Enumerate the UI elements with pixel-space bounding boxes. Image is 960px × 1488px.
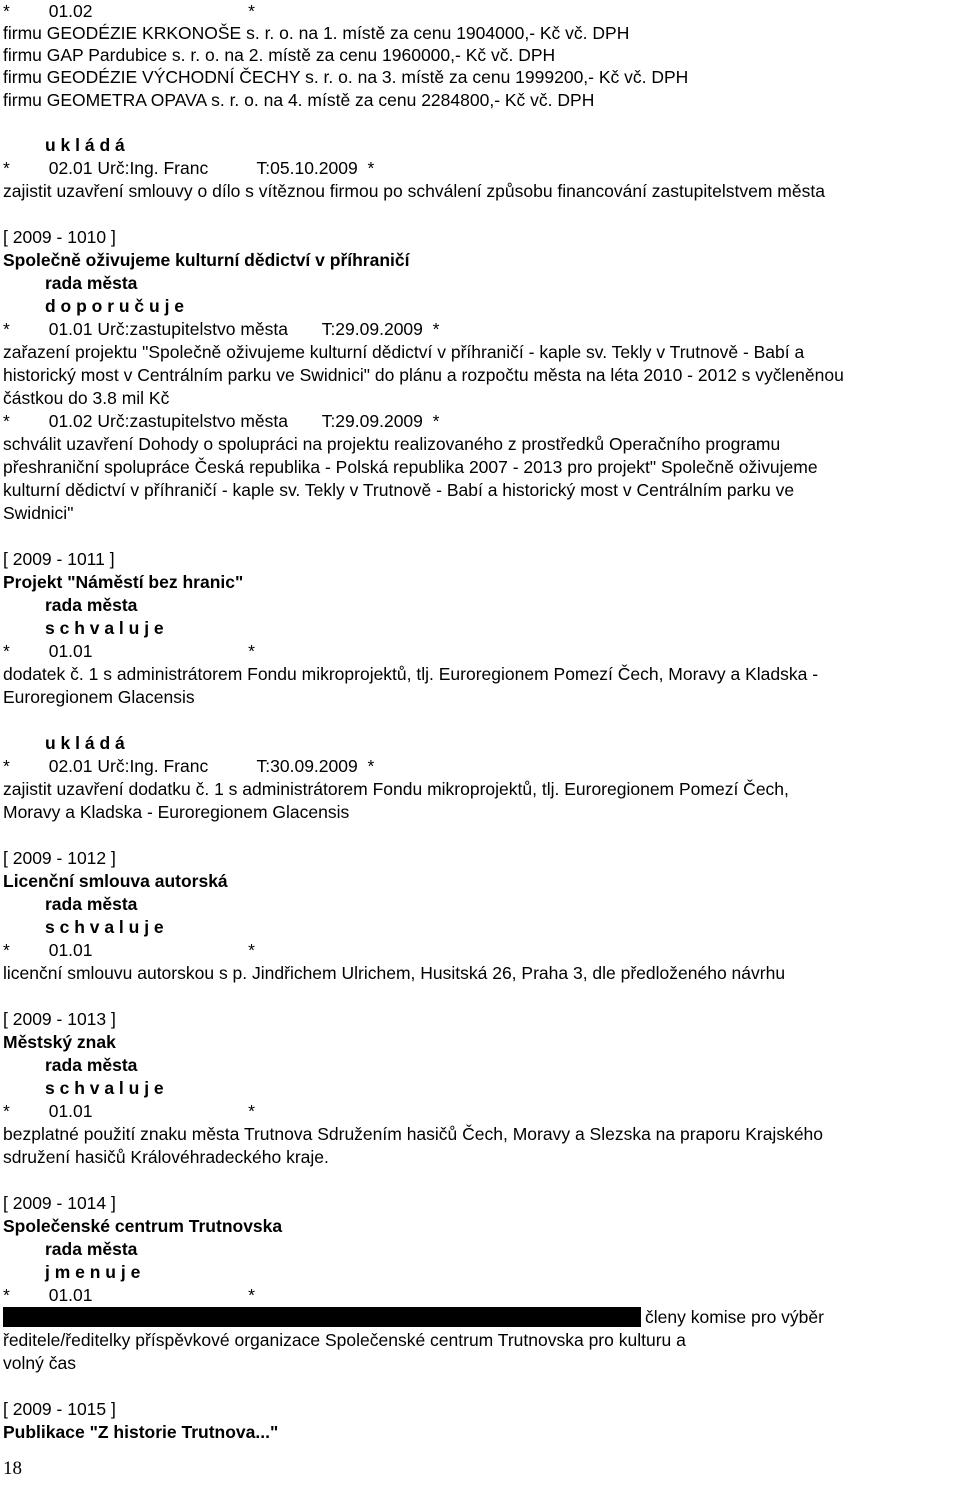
resolution-verb: s c h v a l u j e	[45, 1078, 164, 1098]
text-line: členy komise pro výběr	[645, 1307, 824, 1327]
text-line: volný čas	[3, 1353, 76, 1373]
text-line: firmu GEODÉZIE VÝCHODNÍ ČECHY s. r. o. na 3. místě za cenu 1999200,- Kč vč. DPH	[3, 67, 689, 87]
redaction-bar	[3, 1307, 641, 1327]
council-label: rada města	[45, 1239, 138, 1259]
resolution-verb: j m e n u j e	[45, 1262, 141, 1282]
resolution-title: Městský znak	[3, 1032, 116, 1052]
text-line: historický most v Centrálním parku ve Swidnici" do plánu a rozpočtu města na léta 2010 - 2012 s vyčleněnou	[3, 365, 844, 385]
resolution-title: Společně oživujeme kulturní dědictví v příhraničí	[3, 250, 410, 270]
council-label: rada města	[45, 273, 138, 293]
resolution-verb: s c h v a l u j e	[45, 618, 164, 638]
resolution-number: [ 2009 - 1011 ]	[3, 549, 115, 569]
resolution-verb: u k l á d á	[45, 733, 125, 753]
resolution-number: [ 2009 - 1014 ]	[3, 1193, 116, 1213]
council-label: rada města	[45, 595, 138, 615]
text-line: firmu GEOMETRA OPAVA s. r. o. na 4. místě za cenu 2284800,- Kč vč. DPH	[3, 90, 595, 110]
text-line: licenční smlouvu autorskou s p. Jindřichem Ulrichem, Husitská 26, Praha 3, dle předloženého návrhu	[3, 963, 786, 983]
order-line: * 01.01 Urč:zastupitelstvo města T:29.09.2009 *	[3, 319, 440, 339]
resolution-number: [ 2009 - 1010 ]	[3, 227, 116, 247]
order-line: * 01.02 Urč:zastupitelstvo města T:29.09.2009 *	[3, 411, 440, 431]
text-line: schválit uzavření Dohody o spolupráci na projektu realizovaného z prostředků Operačního programu	[3, 434, 781, 454]
text-line: částkou do 3.8 mil Kč	[3, 388, 170, 408]
text-line: dodatek č. 1 s administrátorem Fondu mikroprojektů, tlj. Euroregionem Pomezí Čech, Moravy a Kladska -	[3, 664, 819, 684]
text-line: firmu GAP Pardubice s. r. o. na 2. místě za cenu 1960000,- Kč vč. DPH	[3, 45, 556, 65]
text-line: sdružení hasičů Královéhradeckého kraje.	[3, 1147, 329, 1167]
resolution-title: Publikace "Z historie Trutnova..."	[3, 1422, 279, 1442]
text-line: přeshraniční spolupráce Česká republika - Polská republika 2007 - 2013 pro projekt" Společně oživujeme	[3, 457, 818, 477]
resolution-number: [ 2009 - 1015 ]	[3, 1399, 116, 1419]
text-line: bezplatné použití znaku města Trutnova Sdružením hasičů Čech, Moravy a Slezska na praporu Krajského	[3, 1124, 824, 1144]
order-line: * 01.01 *	[3, 940, 255, 960]
text-line: Euroregionem Glacensis	[3, 687, 195, 707]
text-line: zajistit uzavření smlouvy o dílo s vítěznou firmou po schválení způsobu financování zastupitelstvem města	[3, 181, 825, 201]
resolution-verb: s c h v a l u j e	[45, 917, 164, 937]
text-line: firmu GEODÉZIE KRKONOŠE s. r. o. na 1. místě za cenu 1904000,- Kč vč. DPH	[3, 23, 630, 43]
resolution-verb: d o p o r u č u j e	[45, 296, 185, 316]
resolution-number: [ 2009 - 1012 ]	[3, 848, 116, 868]
text-line: ředitele/ředitelky příspěvkové organizace Společenské centrum Trutnovska pro kulturu a	[3, 1330, 686, 1350]
resolution-title: Projekt "Náměstí bez hranic"	[3, 572, 244, 592]
order-line: * 02.01 Urč:Ing. Franc T:05.10.2009 *	[3, 158, 375, 178]
order-line: * 01.01 *	[3, 1285, 255, 1305]
resolution-verb: u k l á d á	[45, 135, 125, 155]
text-line: zajistit uzavření dodatku č. 1 s administrátorem Fondu mikroprojektů, tlj. Euroregionem Pomezí Čech,	[3, 779, 789, 799]
order-line: * 01.01 *	[3, 641, 255, 661]
order-line: * 01.02 *	[3, 1, 255, 21]
council-label: rada města	[45, 1055, 138, 1075]
resolution-number: [ 2009 - 1013 ]	[3, 1009, 116, 1029]
text-line: Swidnici"	[3, 503, 74, 523]
text-line: Moravy a Kladska - Euroregionem Glacensis	[3, 802, 350, 822]
text-line: kulturní dědictví v příhraničí - kaple sv. Tekly v Trutnově - Babí a historický most v Centrálním parku ve	[3, 480, 795, 500]
resolution-title: Licenční smlouva autorská	[3, 871, 228, 891]
page-number: 18	[3, 1458, 22, 1479]
council-label: rada města	[45, 894, 138, 914]
order-line: * 02.01 Urč:Ing. Franc T:30.09.2009 *	[3, 756, 375, 776]
order-line: * 01.01 *	[3, 1101, 255, 1121]
text-line: zařazení projektu "Společně oživujeme kulturní dědictví v příhraničí - kaple sv. Tekly v Trutnově - Babí a	[3, 342, 805, 362]
resolution-title: Společenské centrum Trutnovska	[3, 1216, 283, 1236]
